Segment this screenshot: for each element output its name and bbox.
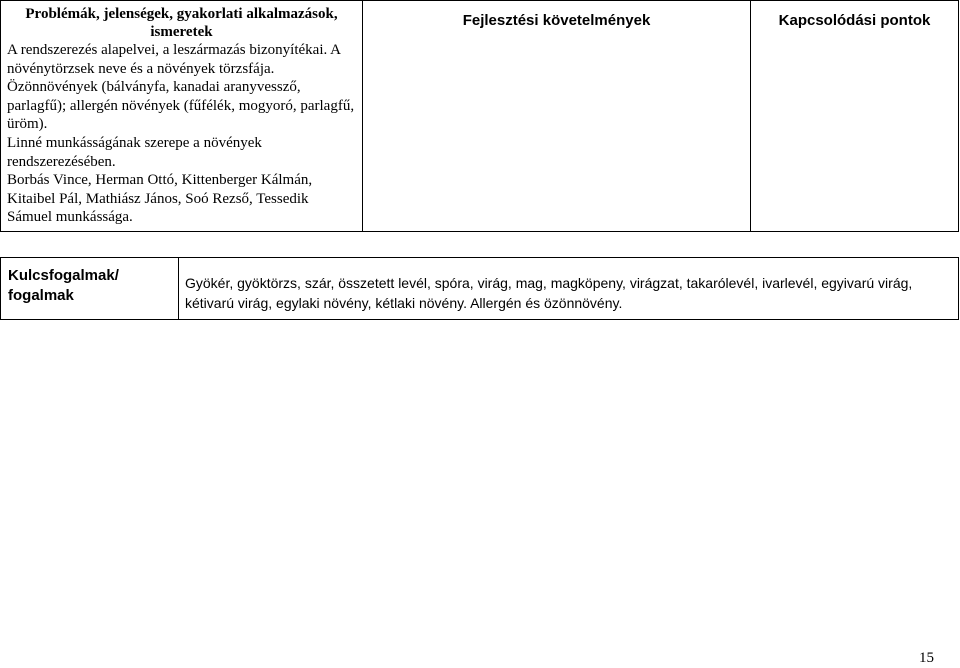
key-concepts-label-cell <box>1 258 179 320</box>
table-row <box>1 258 959 320</box>
connections-content <box>751 29 958 33</box>
key-concepts-text-cell <box>179 258 959 320</box>
requirements-content <box>363 29 750 33</box>
page-number: 15 <box>919 650 934 666</box>
table-row <box>1 1 959 232</box>
key-concepts-text: Gyökér, gyöktörzs, szár, összetett levél, spóra, virág, mag, magköpeny, virágzat, takarólevél, ivarlevél, egyivarú virág, kétivarú virág, egylaki növény, kétlaki növény. Allergén és özönnövény. <box>185 275 913 311</box>
key-concepts-label: Kulcsfogalmak/ fogalmak <box>8 267 119 304</box>
content-paragraph: Linné munkásságának szerepe a növények rendszerezésében. <box>7 134 262 170</box>
requirements-header: Fejlesztési követelmények <box>462 12 651 29</box>
problems-content <box>1 41 362 231</box>
content-paragraph: Borbás Vince, Herman Ottó, Kittenberger Kálmán, Kitaibel Pál, Mathiász János, Soó Rezső, Tessedik Sámuel munkássága. <box>7 172 313 226</box>
content-paragraph: Özönnövények (bálványfa, kanadai aranyvessző, parlagfű); allergén növények (fűfélék, mogyoró, parlagfű, üröm). <box>7 79 355 133</box>
problems-column <box>1 1 363 232</box>
problems-header: Problémák, jelenségek, gyakorlati alkalmazások, ismeretek <box>25 6 338 40</box>
requirements-column <box>363 1 751 232</box>
connections-column <box>751 1 959 232</box>
key-concepts-table <box>0 257 959 320</box>
curriculum-table <box>0 0 959 232</box>
content-paragraph: A rendszerezés alapelvei, a leszármazás bizonyítékai. A növénytörzsek neve és a növények törzsfája. <box>7 42 341 77</box>
connections-header: Kapcsolódási pontok <box>778 12 931 29</box>
